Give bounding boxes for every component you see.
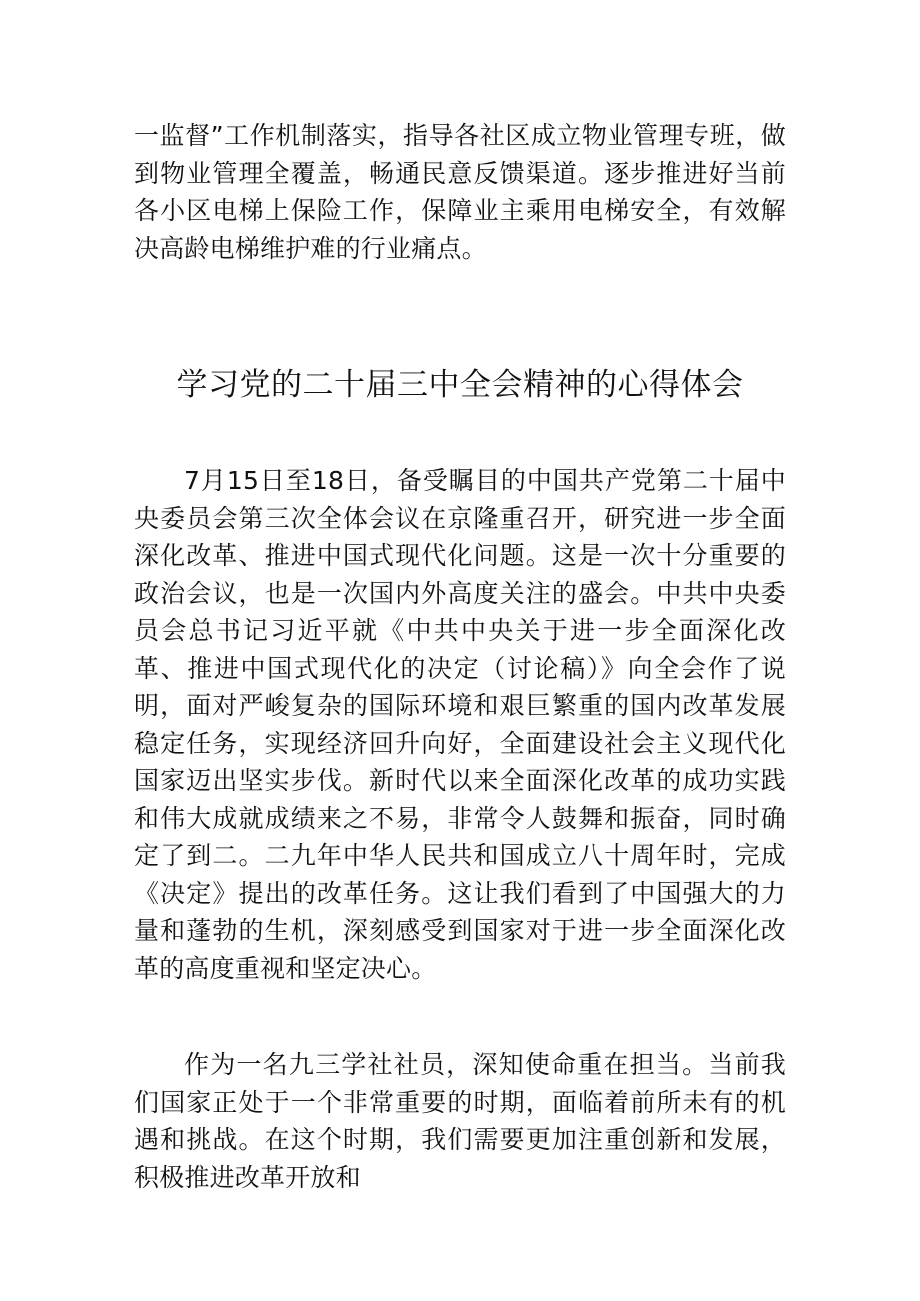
continuation-paragraph: 一监督”工作机制落实，指导各社区成立物业管理专班，做到物业管理全覆盖，畅通民意反馈渠道。逐步推进好当前各小区电梯上保险工作，保障业主乘用电梯安全，有效解决高龄电梯维护难的行业痛点。 xyxy=(134,121,786,263)
body-paragraph: 7月15日至18日，备受瞩目的中国共产党第二十届中央委员会第三次全体会议在京隆重召开，研究进一步全面深化改革、推进中国式现代化问题。这是一次十分重要的政治会议，也是一次国内外高度关注的盛会。中共中央委员会总书记习近平就《中共中央关于进一步全面深化改革、推进中国式现代化的决定（讨论稿）》向全会作了说明，面对严峻复杂的国际环境和艰巨繁重的国内改革发展稳定任务，实现经济回升向好，全面建设社会主义现代化国家迈出坚实步伐。新时代以来全面深化改革的成功实践和伟大成就成绩来之不易，非常令人鼓舞和振奋，同时确定了到二。二九年中华人民共和国成立八十周年时，完成《决定》提出的改革任务。这让我们看到了中国强大的力量和蓬勃的生机，深刻感受到国家对于进一步全面深化改革的高度重视和坚定决心。 xyxy=(134,466,786,983)
document-title: 学习党的二十届三中全会精神的心得体会 xyxy=(176,367,744,403)
body-paragraph: 作为一名九三学社社员，深知使命重在担当。当前我们国家正处于一个非常重要的时期，面临着前所未有的机遇和挑战。在这个时期，我们需要更加注重创新和发展，积极推进改革开放和 xyxy=(134,1050,786,1192)
